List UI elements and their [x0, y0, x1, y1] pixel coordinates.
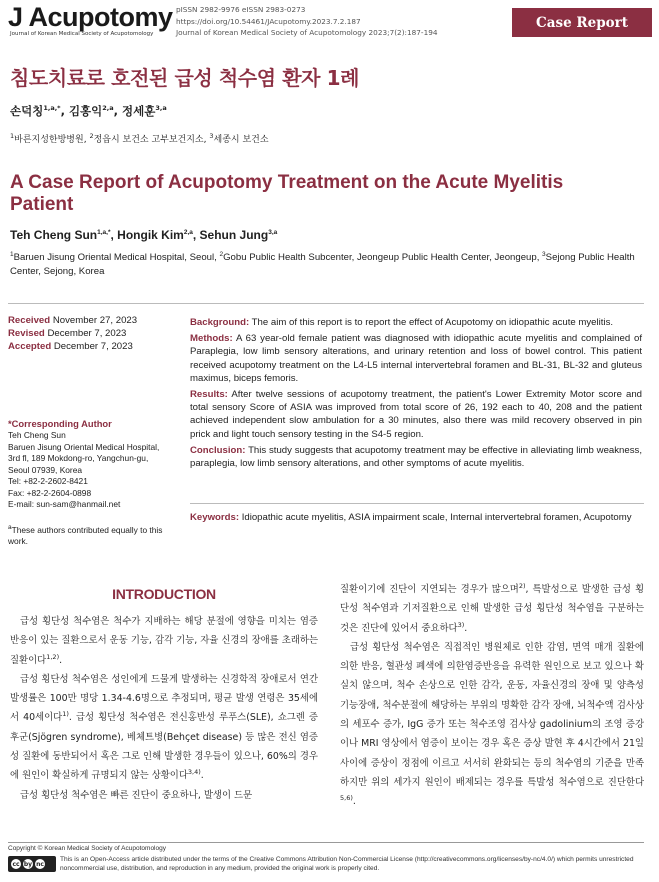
journal-logo-subtitle: Journal of Korean Medical Society of Acupotomology [10, 31, 154, 37]
body-column-left [10, 612, 318, 805]
doi-link[interactable]: https://doi.org/10.54461/JAcupotomy.2023.7.2.187 [176, 16, 361, 26]
abstract-background: Background: The aim of this report is to report the effect of Acupotomy on idiopathic acute myelitis. [190, 317, 614, 328]
cc-icon: cc [12, 860, 20, 868]
paragraph: 급성 횡단성 척수염은 성인에게 드물게 발생하는 신경학적 장애로서 연간 발생률은 100만 명당 1.34-4.6명으로 추정되며, 평균 발생 연령은 35세에서 40세이다$^{1)}$. 급성 횡단성 척수염은 전신홍반성 루푸스(SLE), 쇼그렌 증후군(Sjögren syndrome), 베체트병(Behçet disease) 등 많은 전신 염증성 질환에 동반되어서 혹은 그로 인해 발생한 경우들이 있으나, 60%의 경우에 원인이 확실하게 규명되지 않는 상황이다$^{3,4)}$. [10, 673, 318, 782]
introduction-heading: INTRODUCTION [112, 586, 216, 602]
english-authors: Teh Cheng Sun$^{1,a,*}$, Hongik Kim$^{2,a}$, Sehun Jung$^{3,a}$ [10, 228, 278, 242]
corresponding-author: *Corresponding Author Teh Cheng Sun Baruen Jisung Oriental Medical Hospital, 3rd fl, 189 Mokdong-ro, Yangchun-gu, Seoul 07939, Korea Tel: +82-2-2602-8421 Fax: +82-2-2604-0898 E-mail: sun-sam@hanmail.net [8, 417, 178, 511]
korean-title: 침도치료로 호전된 급성 척수염 환자 1례 [10, 66, 360, 90]
accepted-date: Accepted December 7, 2023 [8, 341, 133, 352]
creative-commons-badge[interactable] [8, 856, 56, 872]
corresponding-author-title: *Corresponding Author [8, 418, 112, 429]
author-name: 김홍익 [68, 104, 103, 118]
copyright-notice: Copyright © Korean Medical Society of Acupotomology [8, 845, 166, 852]
article-type-badge: Case Report [512, 8, 652, 37]
journal-meta [176, 4, 438, 39]
keywords-divider [190, 503, 644, 504]
attribution-icon: by [23, 860, 33, 868]
paragraph: 질환이기에 진단이 지연되는 경우가 많으며$^{2)}$, 특발성으로 발생한 급성 횡단성 척수염과 기저질환으로 인해 발생한 급성 횡단성 척수염을 구분하는 것은 진단에 있어서 중요하다$^{3)}$. [340, 581, 644, 634]
abstract-methods: Methods: A 63 year-old female patient was diagnosed with idiopathic acute myelitis and complained of Paraplegia, low limb sensory alterations, and urinary retention and loss of bowel control. This patient received acupotomy treatment on the L4-L5 internal intervertebral foramen and BL-31, BL-32 and gluteus maximus, biceps femoris. [190, 333, 642, 384]
issn-line: pISSN 2982-9976 eISSN 2983-0273 [176, 5, 306, 14]
author-name: Hongik Kim [117, 228, 184, 242]
received-date: Received November 27, 2023 [8, 315, 138, 326]
author-name: 손덕칭 [10, 104, 44, 118]
body-column-right [340, 580, 644, 812]
paragraph: 급성 횡단성 척수염은 빠른 진단이 중요하나, 발생이 드문 [20, 789, 253, 801]
keywords: Keywords: Idiopathic acute myelitis, ASIA impairment scale, Internal intervertebral foramen, Acupotomy [190, 512, 632, 523]
author-name: Teh Cheng Sun [10, 228, 98, 242]
english-affiliations: $^1$Baruen Jisung Oriental Medical Hospital, Seoul, $^2$Gobu Public Health Subcenter, Jeongeup Public Health Center, Jeongeup, $^3$Sejong Public Health Center, Sejong, Korea [10, 250, 635, 277]
english-title: A Case Report of Acupotomy Treatment on the Acute Myelitis Patient [10, 172, 564, 215]
korean-authors: 손덕칭$^{1,a,*}$, 김홍익$^{2,a}$, 정세훈$^{3,a}$ [10, 104, 167, 118]
equal-contribution-note: $^a$These authors contributed equally to this work. [8, 523, 163, 546]
footer-divider [8, 842, 644, 843]
korean-affiliations: $^1$바른지성한방병원, $^2$정읍시 보건소 고부보건지소, $^3$세종시 보건소 [10, 132, 269, 145]
article-sidebar [8, 314, 178, 548]
revised-date: Revised December 7, 2023 [8, 328, 127, 339]
journal-logo: J Acupotomy [8, 2, 173, 32]
abstract-results: Results: After twelve sessions of acupotomy treatment, the patient's Lower Extremity Motor score and total sensory Score of ASIA was improved from total score of 26, 192 each to 40, 208 and the patient achieved independent slow ambulation for a 30 minutes, also there was mild recovery observed in pin prick and light touch sensory testing in the S4-5 region. [190, 389, 642, 440]
author-name: 정세훈 [122, 104, 156, 118]
author-name: Sehun Jung [199, 228, 269, 242]
abstract [190, 316, 642, 473]
noncommercial-icon: nc [36, 860, 44, 868]
corresponding-email[interactable]: E-mail: sun-sam@hanmail.net [8, 499, 121, 509]
citation-line: Journal of Korean Medical Society of Acupotomology 2023;7(2):187-194 [176, 28, 438, 37]
license-text: This is an Open-Access article distributed under the terms of the Creative Commons Attribution Non-Commercial License (http://creativecommons.org/licenses/by-nc/4.0/) which permits unrestricted noncommercial use, distribution, and reproduction in any medium, provided the original work is properly cited. [60, 856, 634, 872]
journal-header [0, 0, 659, 44]
abstract-conclusion: Conclusion: This study suggests that acupotomy treatment may be effective in alleviating limb weakness, paraplegia, low limb sensory alterations, and other symptoms of acute myelitis. [190, 444, 642, 470]
section-divider [8, 303, 644, 304]
paragraph: 급성 횡단성 척수염은 직접적인 병원체로 인한 감염, 면역 매개 질환에 의한 반응, 혈관성 폐색에 의한염증반응을 유력한 원인으로 보고 있으나 확실치 않으며, 척수 손상으로 인한 감각, 운동, 자율신경의 장애 및 양측성 기능장애, 척수분절에 해당하는 부위의 명확한 감각 장애, 뇌척수액 검사상의 세포수 증가, IgG 증가 또는 척수조영 검사상 gadolinium의 조영 증강이나 MRI 영상에서 염증이 보이는 경우 혹은 증상 발현 후 4시간에서 21일 사이에 증상이 정점에 이르고 서서히 완화되는 등의 척수염의 기준을 만족하지만 위의 세가지 원인이 배제되는 경우를 특발성 척수염으로 진단한다$^{5,6)}$. [340, 641, 644, 808]
paragraph: 급성 횡단성 척수염은 척수가 지배하는 해당 분절에 영향을 미치는 염증 반응이 있는 질환으로서 운동 기능, 감각 기능, 자율 신경의 장애를 초래하는 질환이다$^{1,2)}$. [10, 616, 318, 666]
